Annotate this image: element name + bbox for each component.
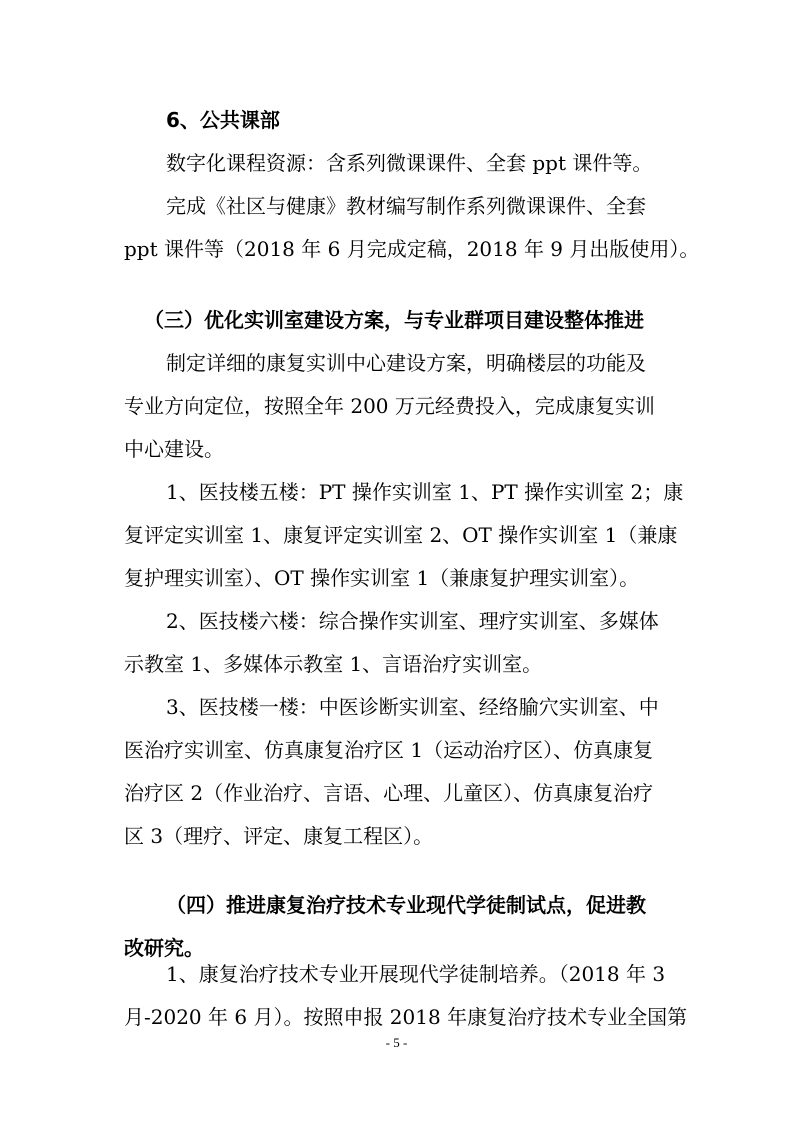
page-number: - 5 - [385,1035,408,1050]
list-item-line: 医治疗实训室、仿真康复治疗区 1（运动治疗区）、仿真康复 [124,738,654,762]
paragraph-line: 数字化课程资源：含系列微课课件、全套 ppt 课件等。 [166,151,653,175]
section-4-heading-cont: 改研究。 [124,936,204,960]
paragraph-line: 专业方向定位，按照全年 200 万元经费投入，完成康复实训 [124,394,655,418]
list-item-line: 月-2020 年 6 月）。按照申报 2018 年康复治疗技术专业全国第 [124,1005,688,1029]
paragraph-line: 完成《社区与健康》教材编写制作系列微课课件、全套 [166,194,646,218]
section-6-heading: 6、公共课部 [166,108,280,132]
list-item-line: 2、医技楼六楼：综合操作实训室、理疗实训室、多媒体 [166,609,659,633]
section-3-heading: （三）优化实训室建设方案，与专业群项目建设整体推进 [144,308,644,332]
list-item-line: 区 3（理疗、评定、康复工程区）。 [124,824,434,848]
section-4-heading: （四）推进康复治疗技术专业现代学徒制试点，促进教 [166,893,646,917]
paragraph-line: 制定详细的康复实训中心建设方案，明确楼层的功能及 [166,351,646,375]
list-item-line: 复护理实训室）、OT 操作实训室 1（兼康复护理实训室）。 [124,566,640,590]
list-item-line: 1、医技楼五楼：PT 操作实训室 1、PT 操作实训室 2；康 [166,480,684,504]
paragraph-line: 中心建设。 [124,437,224,461]
list-item-line: 示教室 1、多媒体示教室 1、言语治疗实训室。 [124,652,543,676]
list-item-line: 3、医技楼一楼：中医诊断实训室、经络腧穴实训室、中 [166,695,659,719]
paragraph-line: ppt 课件等（2018 年 6 月完成定稿，2018 年 9 月出版使用）。 [124,237,700,261]
list-item-line: 复评定实训室 1、康复评定实训室 2、OT 操作实训室 1（兼康 [124,523,678,547]
list-item-line: 治疗区 2（作业治疗、言语、心理、儿童区）、仿真康复治疗 [124,781,654,805]
list-item-line: 1、康复治疗技术专业开展现代学徒制培养。（2018 年 3 [166,962,666,986]
